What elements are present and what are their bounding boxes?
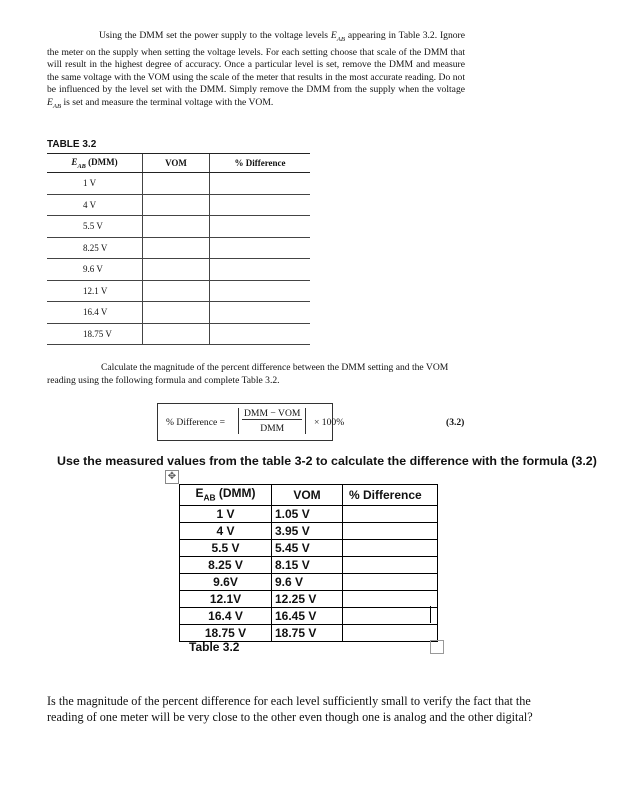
table1-row [47,237,310,259]
formula-lhs: % Difference = [166,417,226,428]
table1-cell-diff[interactable] [210,259,311,281]
table1-cell-diff[interactable] [210,280,311,302]
table1-cell-vom[interactable] [143,259,210,281]
table2-cell-diff[interactable] [343,625,438,642]
formula-fraction [238,408,306,434]
table1-row [47,173,310,195]
table1-cell-dmm: 1 V [47,173,143,195]
table2-cell-dmm[interactable]: 18.75 V [180,625,272,642]
table1-cell-dmm: 9.6 V [47,259,143,281]
table1-cell-dmm: 4 V [47,194,143,216]
formula-box [157,403,345,441]
text-cursor [430,606,431,623]
table1-cell-vom[interactable] [143,194,210,216]
table2-cell-vom[interactable]: 18.75 V [272,625,343,642]
table2-header-vom: VOM [272,485,343,506]
formula-denominator: DMM [260,423,285,434]
table1-cell-diff[interactable] [210,216,311,238]
table2-cell-diff[interactable] [343,608,438,625]
table2-cell-diff[interactable] [343,557,438,574]
table2-row [180,540,438,557]
table2-cell-vom[interactable]: 16.45 V [272,608,343,625]
table2-cell-dmm[interactable]: 5.5 V [180,540,272,557]
table1-cell-dmm: 5.5 V [47,216,143,238]
table2-header-dmm: $E_{AB}$ (DMM) [180,485,272,506]
table1-row [47,323,310,345]
table2-cell-dmm[interactable]: 16.4 V [180,608,272,625]
table1-cell-dmm: 12.1 V [47,280,143,302]
instruction-text: Use the measured values from the table 3-2 to calculate the difference with the formula (3.2) [57,454,597,468]
table2-cell-vom[interactable]: 8.15 V [272,557,343,574]
table1-cell-dmm: 16.4 V [47,302,143,324]
table1-cell-diff[interactable] [210,323,311,345]
table2 [179,484,438,642]
table1-cell-vom[interactable] [143,280,210,302]
table2-cell-diff[interactable] [343,574,438,591]
table2-row [180,591,438,608]
table2-cell-diff[interactable] [343,540,438,557]
table1-cell-dmm: 18.75 V [47,323,143,345]
table1-header-vom: VOM [143,154,210,173]
resize-handle-checkbox[interactable] [430,640,444,654]
question-paragraph: Is the magnitude of the percent difference for each level sufficiently small to verify the fact that the reading of one meter will be very close to the other even though one is analog and the other digital? [47,694,533,724]
formula-numerator: DMM − VOM [244,408,301,419]
table1-cell-vom[interactable] [143,216,210,238]
table2-cell-dmm[interactable]: 1 V [180,506,272,523]
table1-row [47,216,310,238]
table1-row [47,259,310,281]
table-move-handle-icon[interactable]: ✥ [165,470,179,484]
table1-row [47,302,310,324]
table2-cell-dmm[interactable]: 9.6V [180,574,272,591]
table1 [47,153,310,345]
table1-cell-vom[interactable] [143,237,210,259]
table2-header-diff: % Difference [343,485,438,506]
table1-row [47,194,310,216]
table2-cell-dmm[interactable]: 4 V [180,523,272,540]
intro-paragraph: Using the DMM set the power supply to the voltage levels $E_{AB}$ appearing in Table 3.2. Ignore the meter on the supply when setting the voltage levels. For each setting choose that scale of the DMM that will result in the highest degree of accuracy. Once a particular level is set, remove the DMM and measure the same voltage with the VOM using the scale of the meter that results in the most accurate reading. Do not be influenced by the level set with the DMM. Simply remove the DMM from the supply when the voltage $E_{AB}$ is set and measure the terminal voltage with the VOM. [47,30,465,110]
table2-row [180,557,438,574]
table2-cell-vom[interactable]: 5.45 V [272,540,343,557]
table1-header-diff: % Difference [210,154,311,173]
table1-cell-vom[interactable] [143,302,210,324]
table1-cell-diff[interactable] [210,194,311,216]
table2-cell-vom[interactable]: 1.05 V [272,506,343,523]
table1-cell-dmm: 8.25 V [47,237,143,259]
table1-label: TABLE 3.2 [47,139,97,150]
table1-header-dmm: $E_{AB}$ (DMM) [47,154,143,173]
table2-cell-dmm[interactable]: 12.1V [180,591,272,608]
table2-cell-diff[interactable] [343,506,438,523]
table2-cell-diff[interactable] [343,523,438,540]
calc-paragraph: Calculate the magnitude of the percent difference between the DMM setting and the VOM reading using the following formula and complete Table 3.2. [47,362,449,386]
table2-row [180,608,438,625]
table1-cell-diff[interactable] [210,237,311,259]
table2-cell-diff[interactable] [343,591,438,608]
table1-cell-diff[interactable] [210,302,311,324]
table2-row [180,523,438,540]
table1-row [47,280,310,302]
table2-cell-vom[interactable]: 12.25 V [272,591,343,608]
equation-number: (3.2) [446,417,465,428]
formula-rhs: × 100% [314,417,345,428]
table2-row [180,506,438,523]
table2-caption: Table 3.2 [189,640,240,654]
table2-cell-vom[interactable]: 9.6 V [272,574,343,591]
table1-cell-vom[interactable] [143,323,210,345]
table1-cell-diff[interactable] [210,173,311,195]
table2-cell-dmm[interactable]: 8.25 V [180,557,272,574]
table2-cell-vom[interactable]: 3.95 V [272,523,343,540]
table1-cell-vom[interactable] [143,173,210,195]
table2-row [180,574,438,591]
